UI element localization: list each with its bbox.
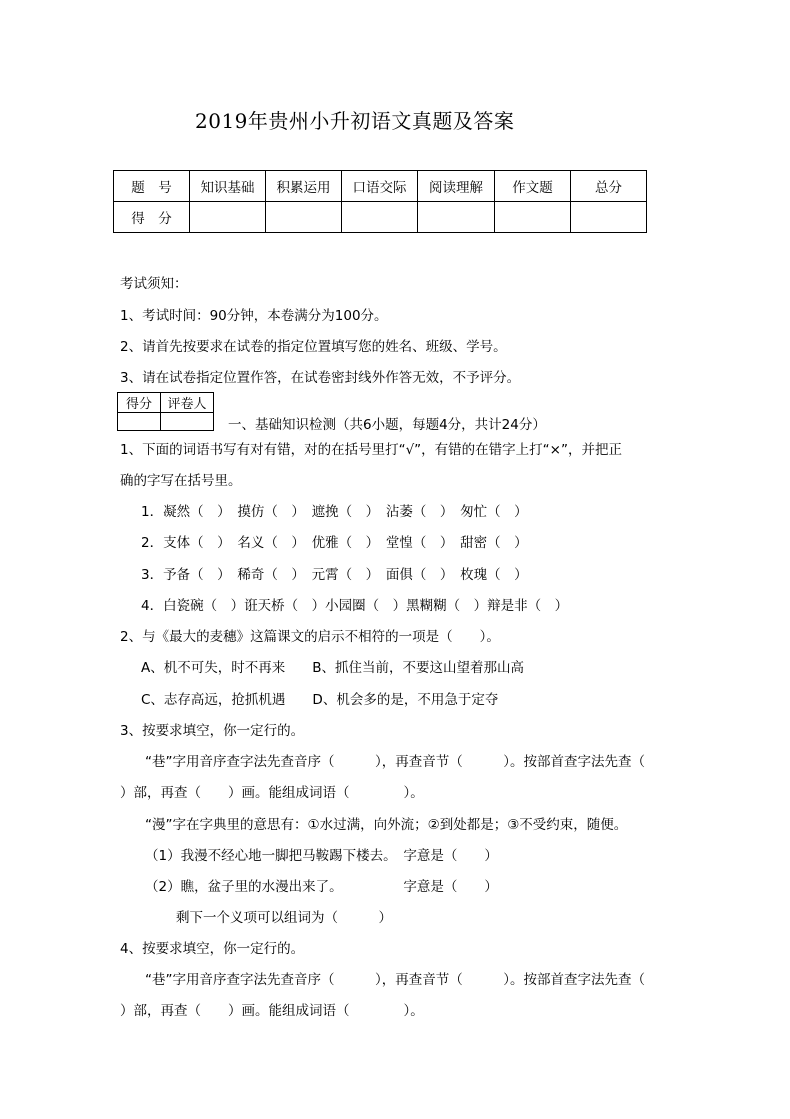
grader-score-cell[interactable] bbox=[118, 413, 161, 431]
question-4-stem: 4、按要求填空，你一定行的。 bbox=[120, 941, 305, 957]
question-3-sub: （2）瞧，盆子里的水漫出来了。 字意是（ ） bbox=[145, 879, 498, 895]
question-1-stem-cont: 确的字写在括号里。 bbox=[120, 473, 242, 489]
question-3-line: “漫”字在字典里的意思有：①水过满，向外流；②到处都是；③不受约束，随便。 bbox=[145, 817, 628, 833]
score-table bbox=[113, 170, 647, 233]
question-1-stem: 1、下面的词语书写有对有错，对的在括号里打“√”，有错的在错字上打“×”，并把正 bbox=[120, 442, 622, 458]
score-table-header-cell: 题 号 bbox=[114, 171, 190, 202]
page-title: 2019年贵州小升初语文真题及答案 bbox=[195, 109, 515, 133]
question-4-line: ）部，再查（ ）画。能组成词语（ ）。 bbox=[120, 1003, 424, 1019]
question-3-line: “巷”字用音序查字法先查音序（ ），再查音节（ ）。按部首查字法先查（ bbox=[145, 754, 645, 770]
score-table-header-cell: 积累运用 bbox=[266, 171, 342, 202]
word-row: 4．白瓷碗（ ）诳天桥（ ）小园圈（ ）黑糊糊（ ）辩是非（ ） bbox=[141, 598, 569, 614]
question-2-options: A、机不可失，时不再来 B、抓住当前，不要这山望着那山高 bbox=[141, 660, 524, 676]
score-table-score-row bbox=[114, 202, 647, 233]
question-4-line: “巷”字用音序查字法先查音序（ ），再查音节（ ）。按部首查字法先查（ bbox=[145, 972, 645, 988]
score-cell[interactable] bbox=[190, 202, 266, 233]
score-table-header-cell: 知识基础 bbox=[190, 171, 266, 202]
question-2-options: C、志存高远，抢抓机遇 D、机会多的是，不用急于定夺 bbox=[141, 692, 499, 708]
score-table-header-cell: 口语交际 bbox=[342, 171, 418, 202]
score-table-header-cell: 总分 bbox=[571, 171, 647, 202]
question-3-sub: 剩下一个义项可以组词为（ ） bbox=[176, 910, 392, 926]
section-heading: 一、基础知识检测（共6小题，每题4分，共计24分） bbox=[228, 417, 546, 433]
question-3-sub: （1）我漫不经心地一脚把马鞍踢下楼去。 字意是（ ） bbox=[145, 848, 498, 864]
score-cell[interactable] bbox=[266, 202, 342, 233]
score-cell[interactable] bbox=[571, 202, 647, 233]
score-cell[interactable] bbox=[418, 202, 495, 233]
word-row: 3．予备（ ） 稀奇（ ） 元霄（ ） 面俱（ ） 枚瑰（ ） bbox=[141, 567, 528, 583]
question-2-stem: 2、与《最大的麦穗》这篇课文的启示不相符的一项是（ ）。 bbox=[120, 629, 500, 645]
notice-item: 2、请首先按要求在试卷的指定位置填写您的姓名、班级、学号。 bbox=[120, 339, 507, 355]
grader-score-label: 得分 bbox=[118, 393, 161, 413]
grader-box bbox=[117, 392, 214, 431]
word-row: 2．支体（ ） 名义（ ） 优雅（ ） 堂惶（ ） 甜密（ ） bbox=[141, 535, 528, 551]
grader-name-cell[interactable] bbox=[161, 413, 214, 431]
notice-item: 1、考试时间：90分钟，本卷满分为100分。 bbox=[120, 308, 388, 324]
score-cell[interactable] bbox=[495, 202, 571, 233]
question-3-line: ）部，再查（ ）画。能组成词语（ ）。 bbox=[120, 785, 424, 801]
grader-name-label: 评卷人 bbox=[161, 393, 214, 413]
score-cell[interactable] bbox=[342, 202, 418, 233]
score-table-header-cell: 作文题 bbox=[495, 171, 571, 202]
question-3-stem: 3、按要求填空，你一定行的。 bbox=[120, 723, 305, 739]
notice-item: 3、请在试卷指定位置作答，在试卷密封线外作答无效，不予评分。 bbox=[120, 370, 521, 386]
score-table-header-cell: 阅读理解 bbox=[418, 171, 495, 202]
score-table-header-row bbox=[114, 171, 647, 202]
word-row: 1．凝然（ ） 摸仿（ ） 遮挽（ ） 沾萎（ ） 匆忙（ ） bbox=[141, 504, 528, 520]
notice-heading: 考试须知： bbox=[120, 276, 188, 292]
score-table-row-label: 得 分 bbox=[114, 202, 190, 233]
